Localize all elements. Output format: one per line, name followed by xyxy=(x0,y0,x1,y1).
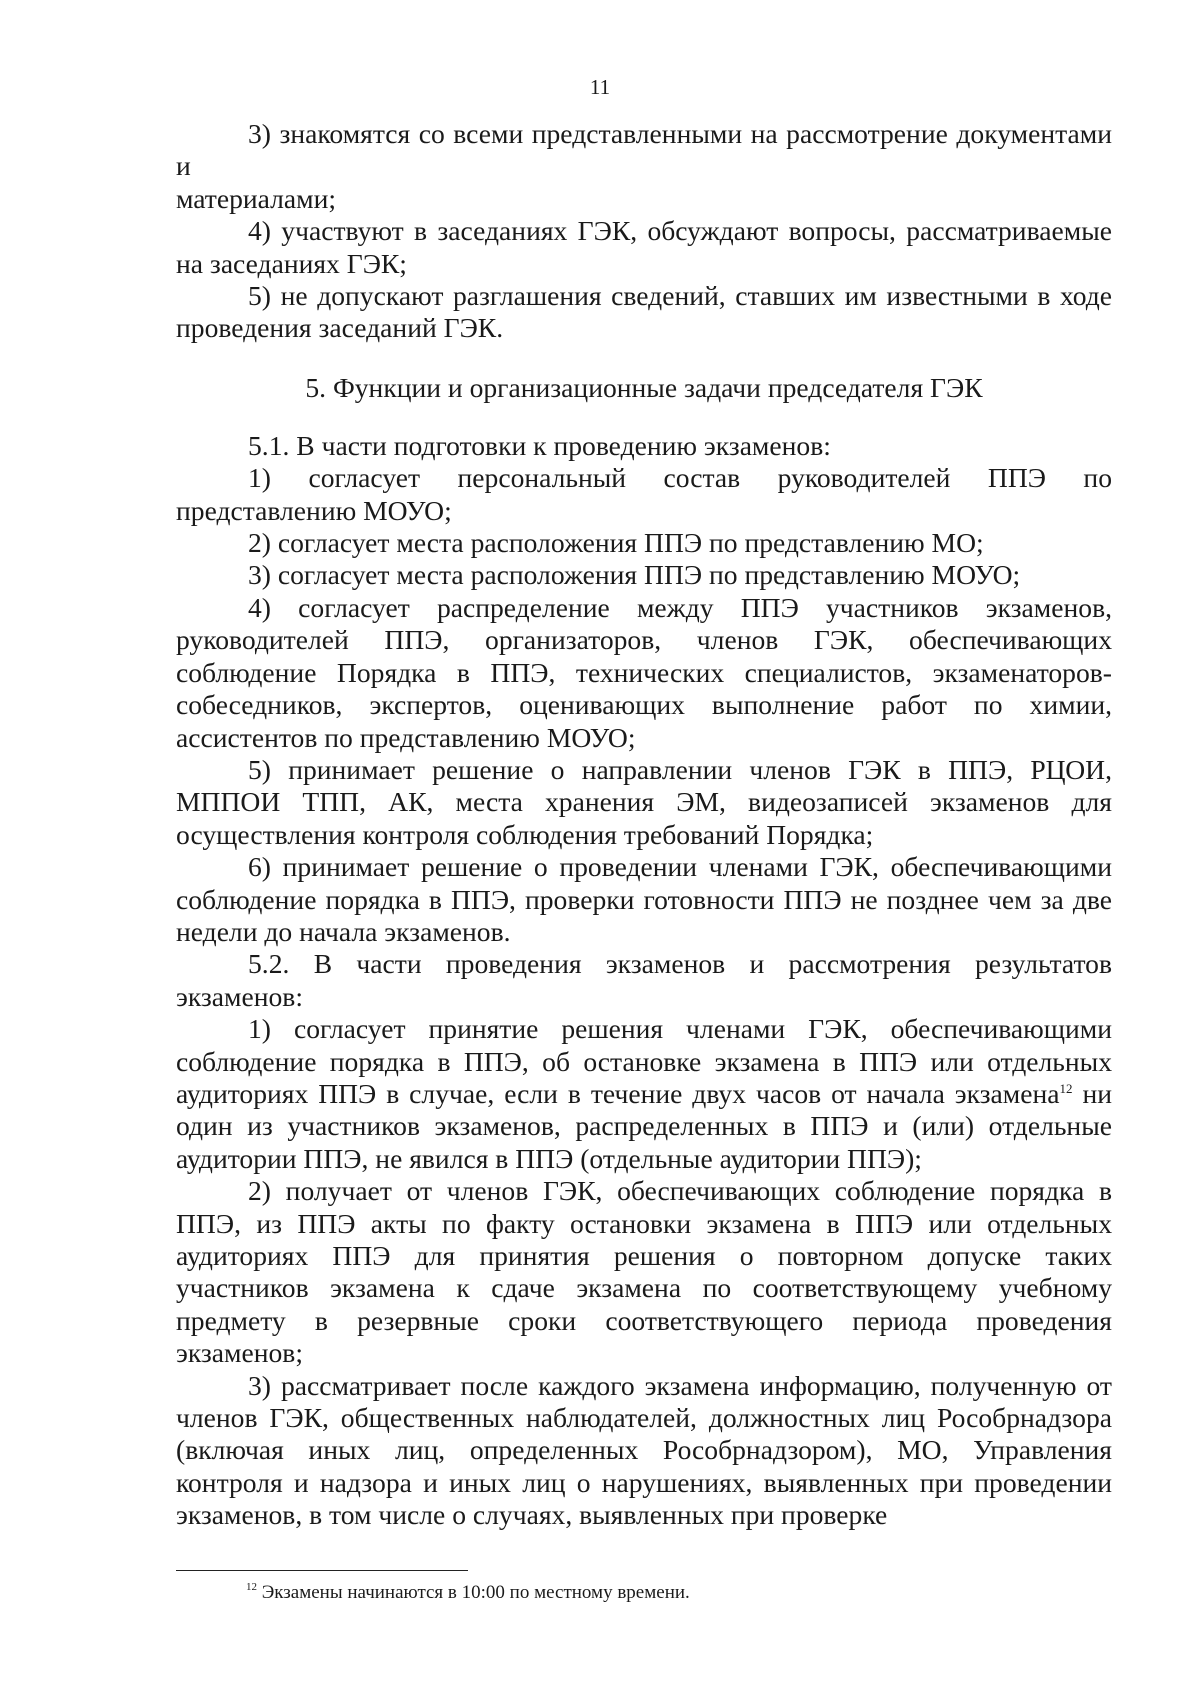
paragraph-3-continuation: материалами; xyxy=(176,182,337,214)
footnote-separator xyxy=(176,1570,468,1571)
paragraph-5-2-1-text-end: ни один из участников экзаменов, распределенных в ППЭ и (или) отдельные аудитории ППЭ, не явился в ППЭ (отдельные аудитории ППЭ); xyxy=(176,1077,1112,1174)
paragraph-4: 4) участвуют в заседаниях ГЭК, обсуждают вопросы, рассматриваемые на заседаниях ГЭК; xyxy=(176,215,1112,279)
page-number: 11 xyxy=(589,75,611,99)
footnote-reference[interactable]: 12 xyxy=(1059,1080,1073,1096)
paragraph-5-2-1 xyxy=(176,1013,1112,1175)
paragraph-5: 5) не допускают разглашения сведений, ставших им известными в ходе проведения заседаний ГЭК. xyxy=(176,280,1112,344)
paragraph-5-1-4: 4) согласует распределение между ППЭ участников экзаменов, руководителей ППЭ, организаторов, членов ГЭК, обеспечивающих соблюдение Порядка в ППЭ, технических специалистов, экзаменаторов-собеседников, экспертов, оценивающих выполнение работ по химии, ассистентов по представлению МОУО; xyxy=(176,591,1112,753)
paragraph-5-1-1: 1) согласует персональный состав руководителей ППЭ по представлению МОУО; xyxy=(176,462,1112,526)
paragraph-5-1: 5.1. В части подготовки к проведению экзаменов: xyxy=(248,429,831,461)
section-heading: 5. Функции и организационные задачи председателя ГЭК xyxy=(305,371,983,403)
paragraph-5-2: 5.2. В части проведения экзаменов и рассмотрения результатов экзаменов: xyxy=(176,948,1112,1012)
paragraph-5-1-6: 6) принимает решение о проведении членами ГЭК, обеспечивающими соблюдение порядка в ППЭ, проверки готовности ППЭ не позднее чем за две недели до начала экзаменов. xyxy=(176,851,1112,947)
paragraph-5-2-2: 2) получает от членов ГЭК, обеспечивающих соблюдение порядка в ППЭ, из ППЭ акты по факту остановки экзамена в ППЭ или отдельных аудиториях ППЭ для принятия решения о повторном допуске таких участников экзамена к сдаче экзамена по соответствующему учебному предмету в резервные сроки соответствующего периода проведения экзаменов; xyxy=(176,1175,1112,1369)
footnote-text: Экзамены начинаются в 10:00 по местному времени. xyxy=(257,1582,690,1603)
paragraph-5-1-3: 3) согласует места расположения ППЭ по представлению МОУО; xyxy=(248,559,1021,591)
paragraph-5-2-1-text-start: 1) согласует принятие решения членами ГЭК, обеспечивающими соблюдение порядка в ППЭ, об остановке экзамена в ППЭ или отдельных аудиториях ППЭ в случае, если в течение двух часов от начала экзамена xyxy=(176,1013,1112,1109)
paragraph-3: 3) знакомятся со всеми представленными на рассмотрение документами и xyxy=(176,118,1112,182)
paragraph-5-1-5: 5) принимает решение о направлении членов ГЭК в ППЭ, РЦОИ, МППОИ ТПП, АК, места хранения ЭМ, видеозаписей экзаменов для осуществления контроля соблюдения требований Порядка; xyxy=(176,753,1112,850)
paragraph-5-2-3: 3) рассматривает после каждого экзамена информацию, полученную от членов ГЭК, общественных наблюдателей, должностных лиц Рособрнадзора (включая иных лиц, определенных Рособрнадзором), МО, Управления контроля и надзора и иных лиц о нарушениях, выявленных при проведении экзаменов, в том числе о случаях, выявленных при проверке xyxy=(176,1369,1112,1531)
page-content xyxy=(176,118,1112,1532)
footnote xyxy=(246,1582,690,1604)
paragraph-5-1-2: 2) согласует места расположения ППЭ по представлению МО; xyxy=(248,527,984,559)
footnote-number: 12 xyxy=(246,1581,257,1593)
